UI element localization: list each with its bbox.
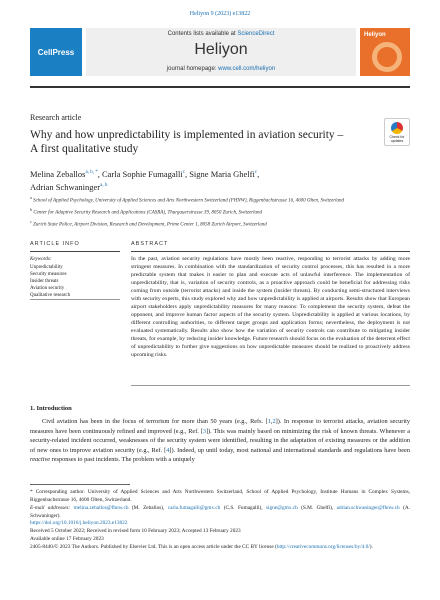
received-dates: Received 5 October 2022; Received in revised form 10 February 2023; Accepted 13 February 2023 [30,528,241,534]
masthead-rule [30,86,410,88]
license-link[interactable]: http://creativecommons.org/licenses/by/4.0/ [276,544,370,550]
reference-link[interactable]: 1 [267,418,271,425]
reference-link[interactable]: 3 [202,427,206,435]
affiliation: $^a$ School of Applied Psychology, University of Applied Sciences and Arts Northwestern Switzerland (FHNW), Riggenbachstrasse 16, 4600 Olten, Switzerland [30,195,345,204]
available-online: Available online 17 February 2023 [30,536,104,542]
cover-ring-graphic [372,42,402,72]
affiliation: $^c$ Zurich State Police, Airport Division, Research and Development, Prime Center 1, 8058 Zurich Airport, Switzerland [30,219,267,228]
keyword: Security measures [30,272,67,277]
keyword: Aviation security [30,286,65,291]
check-updates-icon [391,122,403,134]
introduction-paragraph: Civil aviation has been in the focus of terrorism for more than 50 years (e.g., Refs. [1,2]). In response to terrorist attacks, aviation security measures have been continuously refined and improved (e.g., Ref. [3]). This was mainly based on minimizing the risk of known threats. Whenever a security-related incident occurred, weaknesses of the security system were identified, resulting in the adaptation of existing measures or the addition of new ones to improve aviation security (e.g., Ref. [4]). Indeed, up until today, most national and international standards and regulations have been reactive responses to past incidents. The problem with a uniquely [30,418,411,463]
journal-reference[interactable]: Heliyon 9 (2023) e13822 [189,11,251,17]
email-link[interactable]: melina.zeballos@fhnw.ch [73,505,129,511]
email-link[interactable]: adrian.schwaninger@fhnw.ch [336,505,400,511]
abstract-text: In the past, aviation security regulations have mostly been reactive, responding to terrorist attacks by adding more stringent measures. In combination with the standardization of security control processes, this has resulted in a more predictable system that makes it easier to plan and execute acts of unlawful interference. The implementation of unpredictability, that is, variation of security controls, as a proactive approach could be beneficial for addressing risks coming from outside (terrorist attacks) and inside the system (insider threats). By conducting semi-structured interviews with security experts, this study explored why and how unpredictability is applied at airports. Results show that European airport stakeholders apply unpredictability measures for many reasons: To complement the security system, defeat the opponent, and improve human factor aspects of the security system. Unpredictability is applied at various locations, by different controlling authorities, to different target groups and application forms; nevertheless, the deployment is not evaluated systematically. Results also show how the variation of security controls can contribute to mitigating insider threats, for example, by reducing insider knowledge. Future research should focus on the evaluation of the deterrent effect of unpredictability to further give suggestions on how unpredictable measures should be realized to proactively address upcoming risks. [131,256,410,358]
abstract-rule [131,251,410,252]
check-for-updates-badge[interactable] [384,118,410,146]
author[interactable]: Adrian Schwaninger$^{a, b}$ [30,181,108,192]
article-type: Research article [30,113,82,122]
reference-link[interactable]: 4 [166,446,170,454]
affiliations [30,194,410,230]
corresponding-author-footnote [30,488,410,520]
check-updates-label: Check for updates [389,135,405,143]
corresponding-author-text: * Corresponding author. University of Applied Sciences and Arts Northwestern Switzerland, School of Applied Psychology, Institute Humans in Complex Systems, Riggenbachstrasse 16, 4600 Olten, Switzerland. [30,489,410,503]
author[interactable]: Carla Sophie Fumagalli$^c$ [101,168,185,179]
cover-journal-name: Heliyon [364,32,386,38]
keyword: Unpredictability [30,265,63,270]
email-link[interactable]: signe@gmx.ch [265,505,298,511]
keyword: Qualitative research [30,293,71,298]
keywords-list [30,264,70,299]
author[interactable]: Melina Zeballos$^{a, b, *}$ [30,168,98,179]
article-metadata [30,519,410,551]
email-link[interactable]: carla.fumagalli@gmx.ch [167,505,221,511]
article-info-heading: ARTICLE INFO [30,241,80,247]
keywords-rule [30,299,120,300]
keyword: Insider threats [30,279,59,284]
journal-masthead [30,22,410,82]
sciencedirect-link[interactable]: ScienceDirect [237,31,275,37]
homepage-prefix: journal homepage: [166,66,219,72]
abstract-bottom-rule [131,385,410,386]
license-statement: 2405-8440/© 2023 The Authors. Published by Elsevier Ltd. This is an open access article under the CC BY license (http://creativecommons.org/licenses/by/4.0/). [30,544,373,550]
contents-line [86,31,356,37]
cellpress-logo-text: CellPress [37,47,75,57]
author-list: Melina Zeballos$^{a, b, *}$, Carla Sophie Fumagalli$^c$, Signe Maria Ghelfi$^c$, Adrian Schwaninger$^{a, b}$ [30,168,260,192]
contents-prefix: Contents lists available at [167,31,238,37]
masthead-center [86,22,356,82]
abstract-heading: ABSTRACT [131,241,169,247]
article-info-rule [30,251,120,252]
affiliation: $^b$ Center for Adaptive Security Research and Applications (CASRA), Thurgauerstrasse 39, 8050 Zurich, Switzerland [30,207,263,216]
author[interactable]: Signe Maria Ghelfi$^c$ [189,168,258,179]
journal-cover-image[interactable] [360,28,410,76]
reference-link[interactable]: 2 [272,418,276,425]
email-addresses: E-mail addresses: melina.zeballos@fhnw.ch (M. Zeballos), carla.fumagalli@gmx.ch (C.S. Fumagalli), signe@gmx.ch (S.M. Ghelfi), adrian.schwaninger@fhnw.ch (A. Schwaninger). [30,505,411,519]
footnote-rule [30,484,130,485]
section-heading-introduction: 1. Introduction [30,405,72,412]
homepage-line [86,66,356,72]
doi-link[interactable]: https://doi.org/10.1016/j.heliyon.2023.e13822 [30,520,128,526]
keywords-heading: Keywords: [30,257,52,262]
journal-title: Heliyon [194,41,248,58]
article-title: Why and how unpredictability is implemented in aviation security – A first qualitative study [30,129,344,155]
cellpress-logo[interactable] [30,28,82,76]
homepage-link[interactable]: www.cell.com/heliyon [218,66,276,72]
